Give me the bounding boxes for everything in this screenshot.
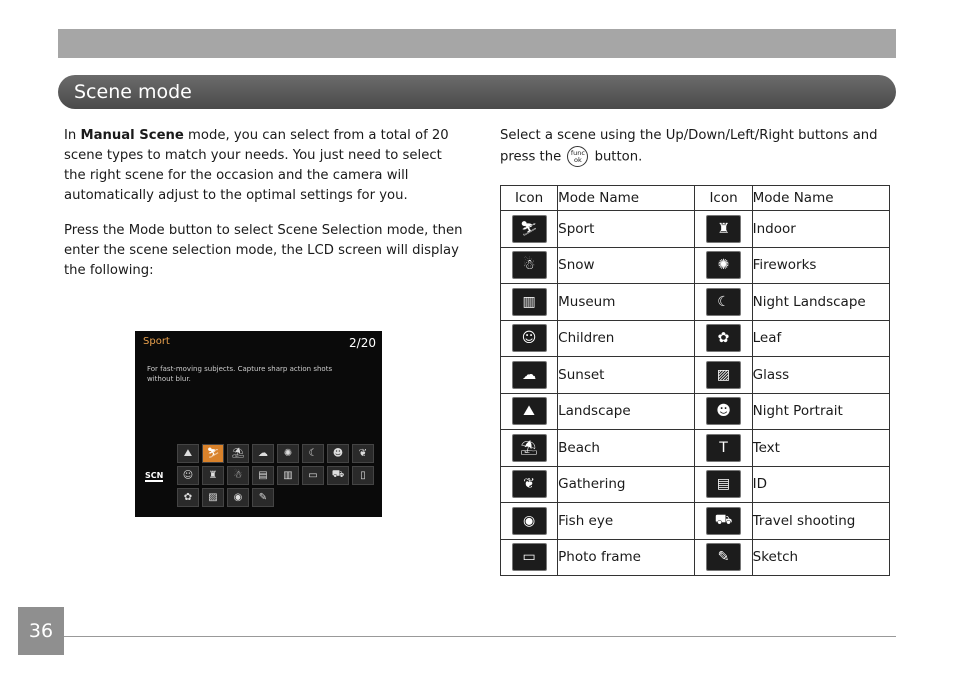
scene-name: Travel shooting xyxy=(752,503,889,540)
table-row xyxy=(501,320,890,357)
lcd-scene-icon: ✿ xyxy=(177,488,199,507)
table-row xyxy=(501,466,890,503)
scene-icon-cell xyxy=(695,430,752,467)
scene-name: Sketch xyxy=(752,539,889,576)
scene-museum-icon: ▥ xyxy=(512,288,547,316)
scene-beach-icon: ⛱ xyxy=(512,434,547,462)
scene-icon-cell xyxy=(695,466,752,503)
scene-travel-shooting-icon: ⛟ xyxy=(706,507,741,535)
lcd-scene-icon: ☻ xyxy=(327,444,349,463)
scene-fish-eye-icon: ◉ xyxy=(512,507,547,535)
scene-gathering-icon: ❦ xyxy=(512,470,547,498)
section-title: Scene mode xyxy=(74,81,192,103)
table-row xyxy=(501,247,890,284)
lcd-scene-icon: ❦ xyxy=(352,444,374,463)
lcd-scene-icon: ☁ xyxy=(252,444,274,463)
scene-icon-cell xyxy=(501,503,558,540)
table-row xyxy=(501,430,890,467)
lcd-scene-icon: ✎ xyxy=(252,488,274,507)
scene-name: Children xyxy=(558,320,695,357)
scene-name: Sunset xyxy=(558,357,695,394)
scene-name: Photo frame xyxy=(558,539,695,576)
lcd-scene-title: Sport xyxy=(143,336,170,347)
scene-night-landscape-icon: ☾ xyxy=(706,288,741,316)
scene-icon-cell xyxy=(501,539,558,576)
scene-icon-cell xyxy=(501,430,558,467)
scene-icon-cell xyxy=(501,247,558,284)
scene-text-icon: T xyxy=(706,434,741,462)
icon-header: Icon xyxy=(695,186,752,211)
icon-header: Icon xyxy=(501,186,558,211)
scene-fireworks-icon: ✺ xyxy=(706,251,741,279)
scene-icon-cell xyxy=(695,539,752,576)
lcd-page-indicator: 2/20 xyxy=(349,336,376,350)
func-ok-button-icon: func ok xyxy=(567,146,588,167)
scene-name: Snow xyxy=(558,247,695,284)
lcd-scene-icon: ⛱ xyxy=(227,444,249,463)
scene-name: Gathering xyxy=(558,466,695,503)
scene-name: Night Portrait xyxy=(752,393,889,430)
scene-name: Museum xyxy=(558,284,695,321)
table-row xyxy=(501,539,890,576)
scene-icon-cell xyxy=(501,284,558,321)
lcd-scene-icon: ✺ xyxy=(277,444,299,463)
lcd-scene-icon: ◉ xyxy=(227,488,249,507)
page-number: 36 xyxy=(18,607,64,655)
lcd-icon-grid xyxy=(177,444,377,507)
scene-snow-icon: ☃ xyxy=(512,251,547,279)
scene-icon-cell xyxy=(501,320,558,357)
scene-name: Indoor xyxy=(752,211,889,248)
table-row xyxy=(501,357,890,394)
scene-photo-frame-icon: ▭ xyxy=(512,543,547,571)
lcd-scene-icon: ♜ xyxy=(202,466,224,485)
lcd-scene-icon: ▭ xyxy=(302,466,324,485)
lcd-scene-icon: ⛟ xyxy=(327,466,349,485)
scene-name: Landscape xyxy=(558,393,695,430)
scene-icon-cell xyxy=(695,393,752,430)
table-row xyxy=(501,393,890,430)
scene-name: ID xyxy=(752,466,889,503)
lcd-scene-icon: ⛷ xyxy=(202,444,224,463)
lcd-scene-icon: ☺ xyxy=(177,466,199,485)
scene-icon-cell xyxy=(695,320,752,357)
mode-instruction-paragraph: Press the Mode button to select Scene Selection mode, then enter the scene selection mode, the LCD screen will display the following: xyxy=(64,223,463,278)
scene-icon-cell xyxy=(501,466,558,503)
scene-id-icon: ▤ xyxy=(706,470,741,498)
scene-icon-cell xyxy=(501,393,558,430)
scene-icon-cell xyxy=(695,503,752,540)
lcd-scene-icon: ▯ xyxy=(352,466,374,485)
top-bar xyxy=(58,29,896,58)
scene-sunset-icon: ☁ xyxy=(512,361,547,389)
select-instruction-paragraph: Select a scene using the Up/Down/Left/Right buttons and press the func ok button. xyxy=(500,126,880,168)
scene-sketch-icon: ✎ xyxy=(706,543,741,571)
footer-divider xyxy=(64,636,896,637)
scene-indoor-icon: ♜ xyxy=(706,215,741,243)
table-row xyxy=(501,284,890,321)
scene-night-portrait-icon: ☻ xyxy=(706,397,741,425)
scene-table xyxy=(500,185,890,576)
table-row xyxy=(501,503,890,540)
scene-name: Glass xyxy=(752,357,889,394)
scene-icon-cell xyxy=(695,211,752,248)
table-row xyxy=(501,211,890,248)
scene-name: Leaf xyxy=(752,320,889,357)
lcd-scene-icon: ▥ xyxy=(277,466,299,485)
lcd-scene-icon: ☾ xyxy=(302,444,324,463)
lcd-scene-icon: ⛰ xyxy=(177,444,199,463)
scene-icon-cell xyxy=(501,357,558,394)
lcd-description: For fast-moving subjects. Capture sharp action shots without blur. xyxy=(147,365,333,383)
lcd-screen-preview xyxy=(135,331,382,517)
table-header-row xyxy=(501,186,890,211)
scene-name: Fireworks xyxy=(752,247,889,284)
scene-name: Sport xyxy=(558,211,695,248)
mode-name-header: Mode Name xyxy=(558,186,695,211)
section-header xyxy=(58,75,896,109)
scene-glass-icon: ▨ xyxy=(706,361,741,389)
scene-icon-cell xyxy=(695,357,752,394)
lcd-scene-icon: ☃ xyxy=(227,466,249,485)
scene-icon-cell xyxy=(695,247,752,284)
scene-name: Beach xyxy=(558,430,695,467)
scene-icon-cell xyxy=(695,284,752,321)
lcd-scene-icon: ▨ xyxy=(202,488,224,507)
lcd-scene-icon: ▤ xyxy=(252,466,274,485)
scene-landscape-icon: ⛰ xyxy=(512,397,547,425)
scene-name: Fish eye xyxy=(558,503,695,540)
scene-icon-cell xyxy=(501,211,558,248)
scene-name: Text xyxy=(752,430,889,467)
scene-leaf-icon: ✿ xyxy=(706,324,741,352)
scene-sport-icon: ⛷ xyxy=(512,215,547,243)
scene-name: Night Landscape xyxy=(752,284,889,321)
intro-paragraph: In Manual Scene mode, you can select from a total of 20 scene types to match your needs. You just need to select the right scene for the occasion and the camera will automatically adjust to the optimal settings for you. xyxy=(64,128,449,203)
manual-scene-term: Manual Scene xyxy=(80,128,184,143)
mode-name-header: Mode Name xyxy=(752,186,889,211)
scn-icon: SCN xyxy=(145,471,164,480)
scene-children-icon: ☺ xyxy=(512,324,547,352)
